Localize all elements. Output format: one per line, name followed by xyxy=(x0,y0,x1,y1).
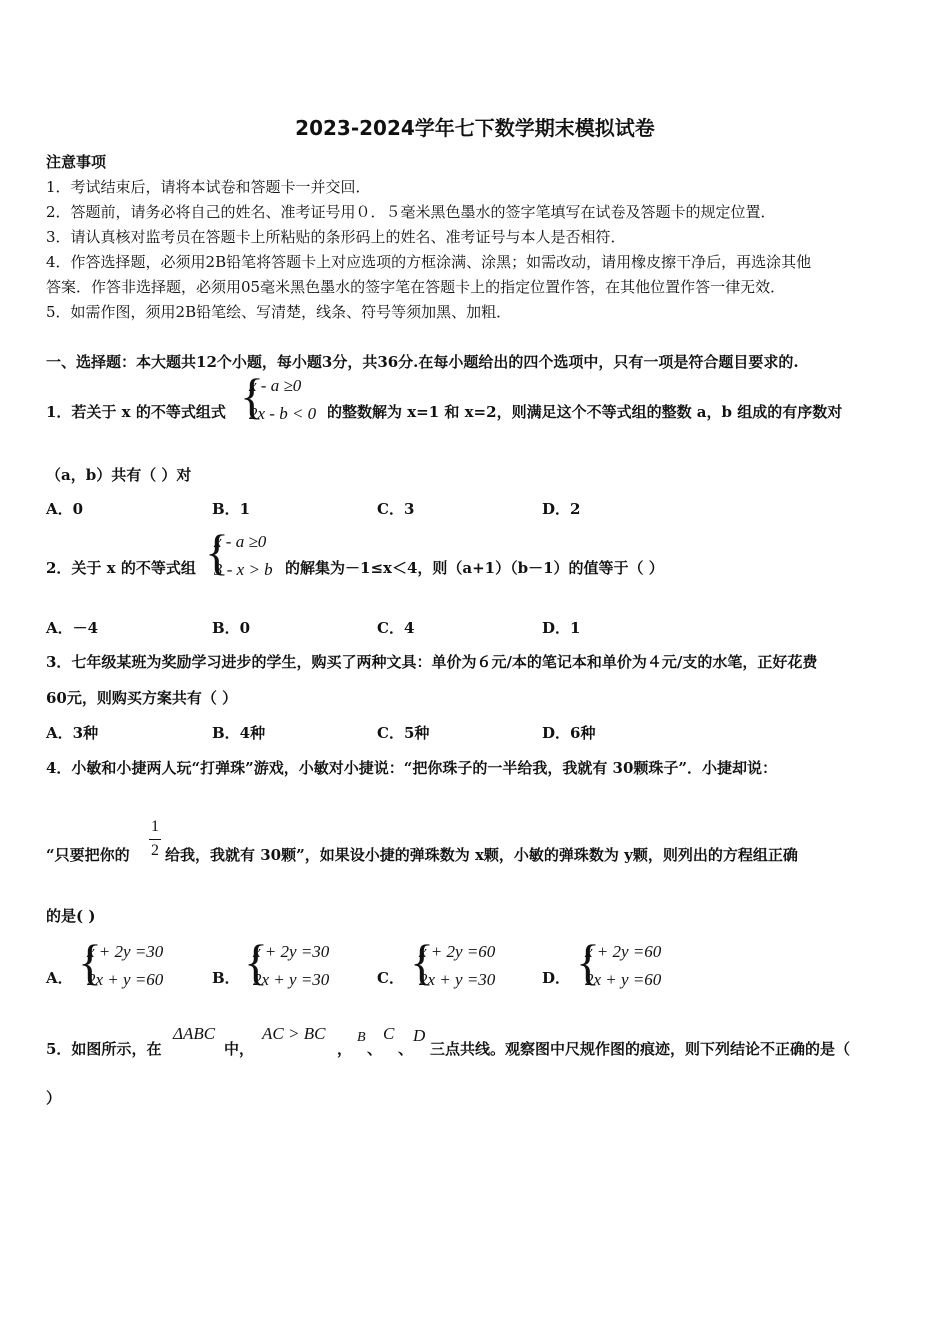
q5-triangle: ΔABC xyxy=(173,1024,216,1043)
fraction-numerator: 1 xyxy=(151,818,159,835)
notice-item: 3．请认真核对监考员在答题卡上所粘贴的条形码上的姓名、准考证号与本人是否相符． xyxy=(46,228,626,246)
brace-icon: { xyxy=(410,934,434,990)
q4-line2-suffix: 给我，我就有 30颗”，如果设小捷的弹珠数为 x颗，小敏的弹珠数为 y颗，则列出的方程组正确 xyxy=(165,846,798,864)
q5-separator: 、 xyxy=(398,1040,414,1058)
brace-icon: { xyxy=(244,934,268,990)
q4-option-a-label: A． xyxy=(46,969,73,987)
q1-system-row: x - a ≥0 xyxy=(249,376,302,395)
section-heading: 一、选择题：本大题共12个小题，每小题3分，共36分.在每小题给出的四个选项中，只有一项是符合题目要求的. xyxy=(46,353,799,371)
q3-line2: 60元，则购买方案共有（ ） xyxy=(46,689,238,707)
notice-item: 2．答题前，请务必将自己的姓名、准考证号用０．５毫米黑色墨水的签字笔填写在试卷及答题卡的规定位置． xyxy=(46,203,776,221)
q5-line2: ） xyxy=(46,1089,62,1107)
option-system-row: x + 2y =60 xyxy=(585,942,662,961)
q4-line3: 的是( ) xyxy=(46,907,96,925)
q2-suffix: 的解集为－1≤x＜4，则（a+1）（b－1）的值等于（ ） xyxy=(285,559,664,577)
brace-icon: { xyxy=(576,934,600,990)
q5-inequality: AC > BC xyxy=(262,1024,326,1043)
q1-system-row: 2x - b < 0 xyxy=(249,404,317,423)
q5-comma: ， xyxy=(337,1040,353,1058)
notice-item: 1．考试结束后，请将本试卷和答题卡一并交回． xyxy=(46,178,371,196)
option-system-row: 2x + y =60 xyxy=(585,970,662,989)
q3-line1: 3．七年级某班为奖励学习进步的学生，购买了两种文具：单价为６元/本的笔记本和单价为４元/支的水笔，正好花费 xyxy=(46,653,818,671)
q3-option-d: D．6种 xyxy=(542,724,596,742)
q1-option-d: D．2 xyxy=(542,500,581,518)
q4-line1: 4．小敏和小捷两人玩“打弹珠”游戏，小敏对小捷说：“把你珠子的一半给我，我就有 30颗珠子”．小捷却说： xyxy=(46,759,778,777)
notice-item: 5．如需作图，须用2B铅笔绘、写清楚，线条、符号等须加黑、加粗． xyxy=(46,303,512,321)
brace-icon: { xyxy=(78,934,102,990)
option-system-row: 2x + y =30 xyxy=(419,970,496,989)
q3-option-c: C．5种 xyxy=(377,724,430,742)
q2-system-row: 3 - x > b xyxy=(214,560,273,579)
q4-option-c-label: C． xyxy=(377,969,404,987)
q2-prefix: 2．关于 x 的不等式组 xyxy=(46,559,196,577)
q2-option-a: A．－4 xyxy=(46,619,99,637)
q5-point-c: C xyxy=(383,1024,395,1043)
notice-heading: 注意事项 xyxy=(46,153,107,171)
q2-option-d: D．1 xyxy=(542,619,581,637)
q3-option-b: B．4种 xyxy=(212,724,266,742)
option-system-row: x + 2y =30 xyxy=(253,942,330,961)
q2-system-row: x - a ≥0 xyxy=(214,532,267,551)
q4-option-b-label: B． xyxy=(212,969,240,987)
q1-option-b: B．1 xyxy=(212,500,251,518)
q5-separator: 、 xyxy=(367,1040,383,1058)
q1-suffix: 的整数解为 x=1 和 x=2，则满足这个不等式组的整数 a，b 组成的有序数对 xyxy=(327,403,843,421)
brace-icon: { xyxy=(205,524,229,580)
option-system-row: x + 2y =30 xyxy=(87,942,164,961)
q5-prefix: 5．如图所示，在 xyxy=(46,1040,162,1058)
q1-prefix: 1．若关于 x 的不等式组式 xyxy=(46,403,226,421)
fraction-denominator: 2 xyxy=(151,842,159,859)
fraction-bar xyxy=(149,839,161,840)
option-system-row: x + 2y =60 xyxy=(419,942,496,961)
q1-option-a: A．0 xyxy=(46,500,84,518)
page-title: 2023-2024学年七下数学期末模拟试卷 xyxy=(295,116,655,140)
q4-line2-prefix: “只要把你的 xyxy=(46,846,130,864)
q3-option-a: A．3种 xyxy=(46,724,99,742)
q1-line2: （a，b）共有（ ）对 xyxy=(46,466,192,484)
q2-option-c: C．4 xyxy=(377,619,415,637)
q5-point-b: B xyxy=(357,1030,366,1045)
q5-mid: 中， xyxy=(224,1040,255,1058)
notice-item: 4．作答选择题，必须用2B铅笔将答题卡上对应选项的方框涂满、涂黑；如需改动，请用橡皮擦干净后，再选涂其他 xyxy=(46,253,812,271)
option-system-row: 2x + y =60 xyxy=(87,970,164,989)
q4-option-d-label: D． xyxy=(542,969,571,987)
q1-option-c: C．3 xyxy=(377,500,415,518)
q5-point-d: D xyxy=(413,1026,426,1045)
q5-suffix: 三点共线。观察图中尺规作图的痕迹，则下列结论不正确的是（ xyxy=(430,1040,851,1058)
brace-icon: { xyxy=(240,368,264,424)
q2-option-b: B．0 xyxy=(212,619,251,637)
option-system-row: 2x + y =30 xyxy=(253,970,330,989)
notice-item: 答案．作答非选择题，必须用05毫米黑色墨水的签字笔在答题卡上的指定位置作答，在其他位置作答一律无效． xyxy=(46,278,786,296)
